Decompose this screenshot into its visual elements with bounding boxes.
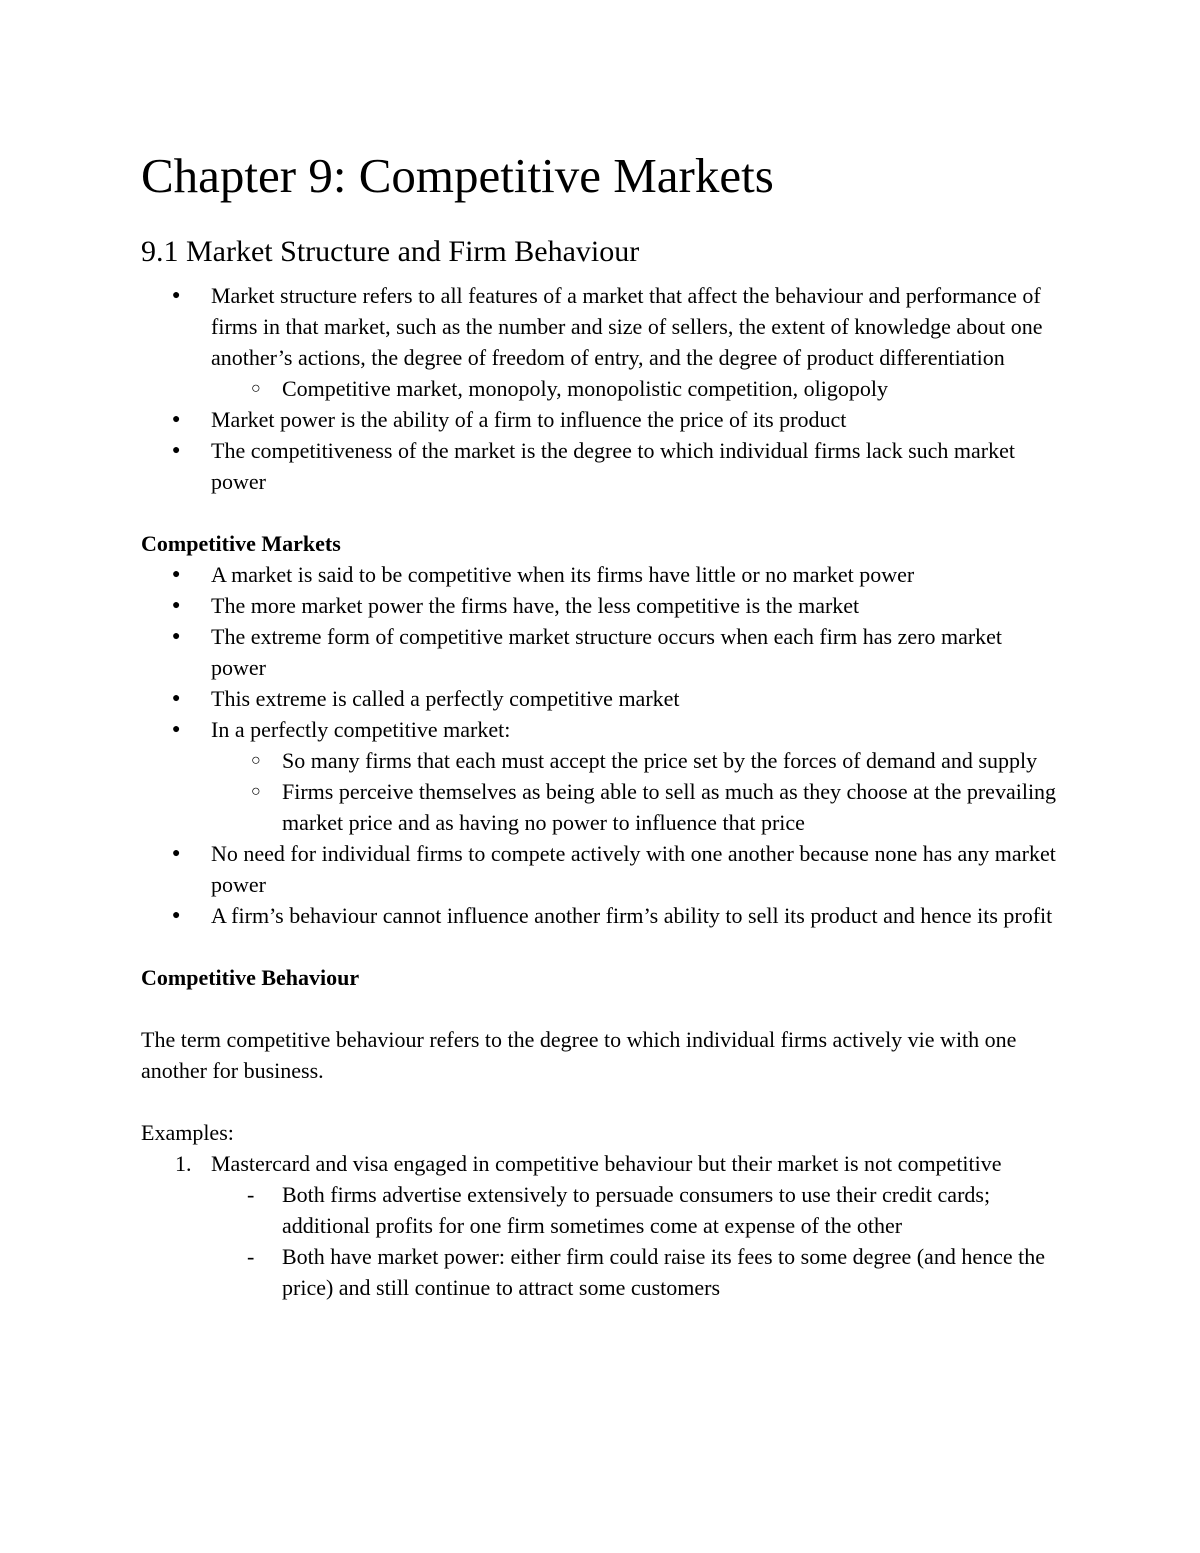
spacer	[141, 1086, 1060, 1117]
spacer	[141, 993, 1060, 1024]
list-item-text: A market is said to be competitive when its firms have little or no market power	[211, 562, 915, 587]
dash-list-item	[141, 1241, 1060, 1303]
list-item-text: The extreme form of competitive market structure occurs when each firm has zero market power	[211, 624, 1003, 680]
section-heading-9-1: 9.1 Market Structure and Firm Behaviour	[141, 235, 640, 268]
list-item-text: The more market power the firms have, the less competitive is the market	[211, 593, 860, 618]
spacer	[141, 931, 1060, 962]
list-item	[141, 683, 1060, 714]
list-item	[141, 714, 1060, 745]
sub-list-item-text: Competitive market, monopoly, monopolistic competition, oligopoly	[282, 376, 888, 401]
bullet-marker: ●	[172, 908, 181, 923]
list-item	[141, 404, 1060, 435]
list-item	[141, 559, 1060, 590]
section-9-1-list	[141, 280, 1060, 497]
list-item-text: The competitiveness of the market is the degree to which individual firms lack such market power	[211, 438, 1015, 494]
list-item-text: In a perfectly competitive market:	[211, 717, 511, 742]
list-item-text: Market power is the ability of a firm to influence the price of its product	[211, 407, 847, 432]
list-item-text: Market structure refers to all features of a market that affect the behaviour and performance of firms in that market, such as the number and size of sellers, the extent of knowledge about one another’s actions, the degree of freedom of entry, and the degree of product differentiation	[211, 283, 1043, 370]
list-item	[141, 900, 1060, 931]
numbered-list-item	[141, 1148, 1060, 1179]
subheading-competitive-behaviour: Competitive Behaviour	[141, 965, 360, 990]
sub-list-item	[141, 745, 1060, 776]
competitive-behaviour-paragraph: The term competitive behaviour refers to the degree to which individual firms actively vie with one another for business.	[141, 1027, 1017, 1083]
bullet-marker: ●	[172, 846, 181, 861]
sub-bullet-marker: ○	[251, 380, 261, 397]
bullet-marker: ●	[172, 598, 181, 613]
list-item	[141, 621, 1060, 683]
sub-list-item	[141, 373, 1060, 404]
sub-bullet-marker: ○	[251, 752, 261, 769]
bullet-marker: ●	[172, 722, 181, 737]
dash-list-item	[141, 1179, 1060, 1241]
bullet-marker: ●	[172, 629, 181, 644]
dash-marker: -	[247, 1244, 255, 1269]
list-item	[141, 838, 1060, 900]
examples-list	[141, 1148, 1060, 1303]
list-item-text: A firm’s behaviour cannot influence another firm’s ability to sell its product and hence its profit	[211, 903, 1053, 928]
dash-list-item-text: Both have market power: either firm could raise its fees to some degree (and hence the price) and still continue to attract some customers	[282, 1244, 1045, 1300]
sub-list-item-text: So many firms that each must accept the price set by the forces of demand and supply	[282, 748, 1038, 773]
bullet-marker: ●	[172, 412, 181, 427]
sub-bullet-marker: ○	[251, 783, 261, 800]
subheading-competitive-markets: Competitive Markets	[141, 531, 341, 556]
list-number: 1.	[175, 1151, 192, 1176]
bullet-marker: ●	[172, 443, 181, 458]
bullet-marker: ●	[172, 567, 181, 582]
dash-marker: -	[247, 1182, 255, 1207]
competitive-markets-list	[141, 559, 1060, 931]
page-title: Chapter 9: Competitive Markets	[141, 148, 774, 203]
spacer	[141, 497, 1060, 528]
list-item	[141, 435, 1060, 497]
sub-list-item	[141, 776, 1060, 838]
bullet-marker: ●	[172, 691, 181, 706]
dash-list-item-text: Both firms advertise extensively to persuade consumers to use their credit cards; additional profits for one firm sometimes come at expense of the other	[282, 1182, 991, 1238]
list-item-text: This extreme is called a perfectly competitive market	[211, 686, 680, 711]
sub-list-item-text: Firms perceive themselves as being able to sell as much as they choose at the prevailing market price and as having no power to influence that price	[282, 779, 1057, 835]
examples-label: Examples:	[141, 1120, 234, 1145]
list-item	[141, 590, 1060, 621]
bullet-marker: ●	[172, 288, 181, 303]
list-item-text: No need for individual firms to compete actively with one another because none has any market power	[211, 841, 1056, 897]
numbered-list-item-text: Mastercard and visa engaged in competitive behaviour but their market is not competitive	[211, 1151, 1002, 1176]
list-item	[141, 280, 1060, 373]
